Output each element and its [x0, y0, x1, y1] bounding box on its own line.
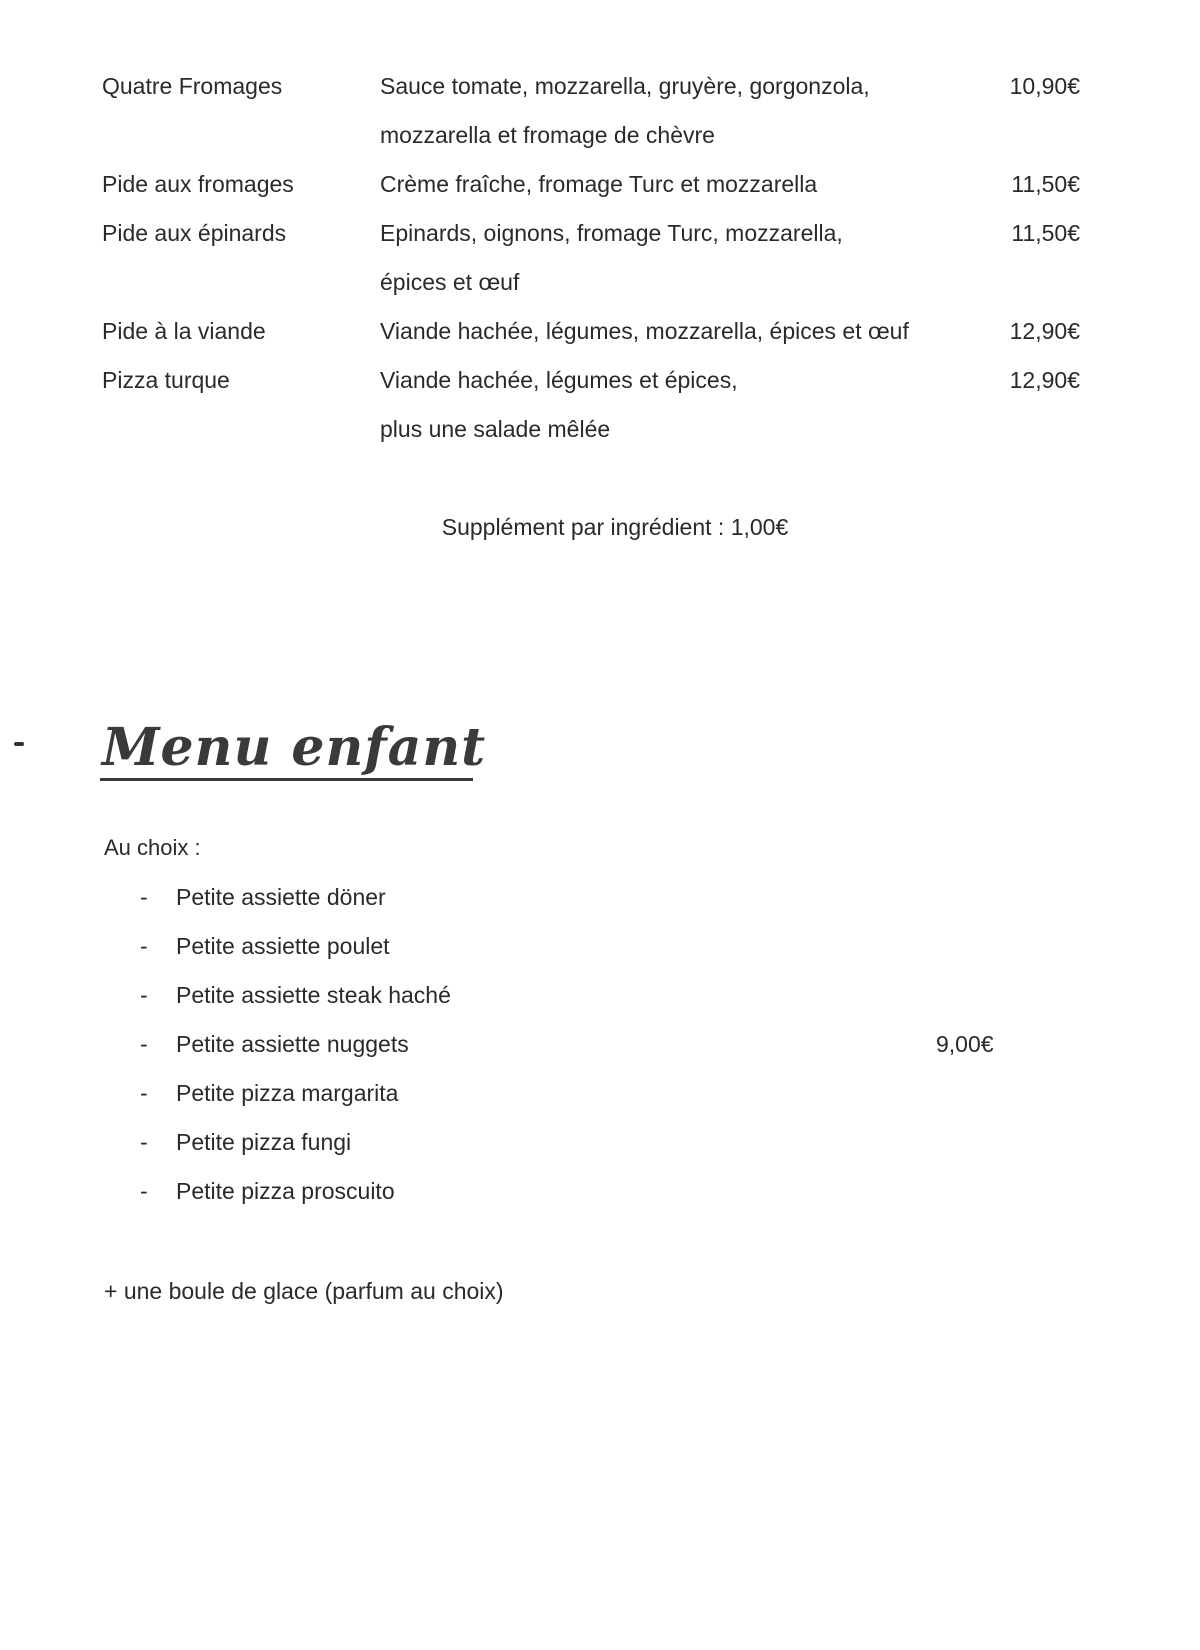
item-price: 11,50€: [1011, 220, 1080, 246]
item-name: Pide aux fromages: [102, 171, 294, 197]
list-item: [140, 1079, 398, 1107]
menu-item-pide-a-la-viande: [0, 317, 1200, 344]
list-item-label: Petite assiette steak haché: [176, 982, 451, 1008]
item-description-line-2: épices et œuf: [380, 269, 520, 295]
menu-item-quatre-fromages: [0, 72, 1200, 148]
item-description-line-1: Crème fraîche, fromage Turc et mozzarella: [380, 171, 818, 197]
list-bullet: -: [140, 933, 148, 959]
item-price: 11,50€: [1011, 171, 1080, 197]
item-price: 10,90€: [1009, 73, 1080, 99]
list-bullet: -: [140, 1080, 148, 1106]
list-item-label: Petite assiette nuggets: [176, 1031, 409, 1057]
list-item: [140, 883, 386, 911]
list-item: [140, 981, 451, 1009]
kids-menu-title-underline: [100, 778, 473, 781]
list-item: [140, 932, 390, 960]
list-bullet: -: [140, 1178, 148, 1204]
menu-item-pide-aux-epinards: [0, 219, 1200, 295]
item-price: 12,90€: [1009, 318, 1080, 344]
list-item-label: Petite pizza proscuito: [176, 1178, 395, 1204]
item-name: Pizza turque: [102, 367, 230, 393]
kids-menu-title: Menu enfant: [102, 717, 487, 778]
item-name: Pide aux épinards: [102, 220, 287, 246]
item-description-line-1: Viande hachée, légumes et épices,: [380, 367, 738, 393]
kids-menu-price: 9,00€: [936, 1031, 994, 1057]
list-item: [140, 1177, 395, 1205]
list-item: [140, 1128, 351, 1156]
menu-item-pide-aux-fromages: [0, 170, 1200, 197]
kids-menu-intro: Au choix :: [104, 835, 201, 860]
item-description-line-1: Sauce tomate, mozzarella, gruyère, gorgonzola,: [380, 73, 870, 99]
item-name: Quatre Fromages: [102, 73, 283, 99]
list-item-label: Petite pizza fungi: [176, 1129, 352, 1155]
list-bullet: -: [140, 982, 148, 1008]
item-description-line-1: Viande hachée, légumes, mozzarella, épices et œuf: [380, 318, 909, 344]
list-item: [140, 1030, 409, 1058]
list-bullet: -: [140, 1031, 148, 1057]
supplement-note: Supplément par ingrédient : 1,00€: [441, 514, 789, 540]
list-item-label: Petite pizza margarita: [176, 1080, 399, 1106]
item-description-line-2: mozzarella et fromage de chèvre: [380, 122, 715, 148]
item-name: Pide à la viande: [102, 318, 266, 344]
list-bullet: -: [140, 1129, 148, 1155]
list-item-label: Petite assiette döner: [176, 884, 386, 910]
menu-item-pizza-turque: [0, 366, 1200, 442]
kids-menu-extra: + une boule de glace (parfum au choix): [104, 1278, 504, 1304]
item-price: 12,90€: [1009, 367, 1080, 393]
item-description-line-1: Epinards, oignons, fromage Turc, mozzarella,: [380, 220, 843, 246]
item-description-line-2: plus une salade mêlée: [380, 416, 611, 442]
list-item-label: Petite assiette poulet: [176, 933, 390, 959]
scan-speck: [14, 742, 24, 746]
list-bullet: -: [140, 884, 148, 910]
